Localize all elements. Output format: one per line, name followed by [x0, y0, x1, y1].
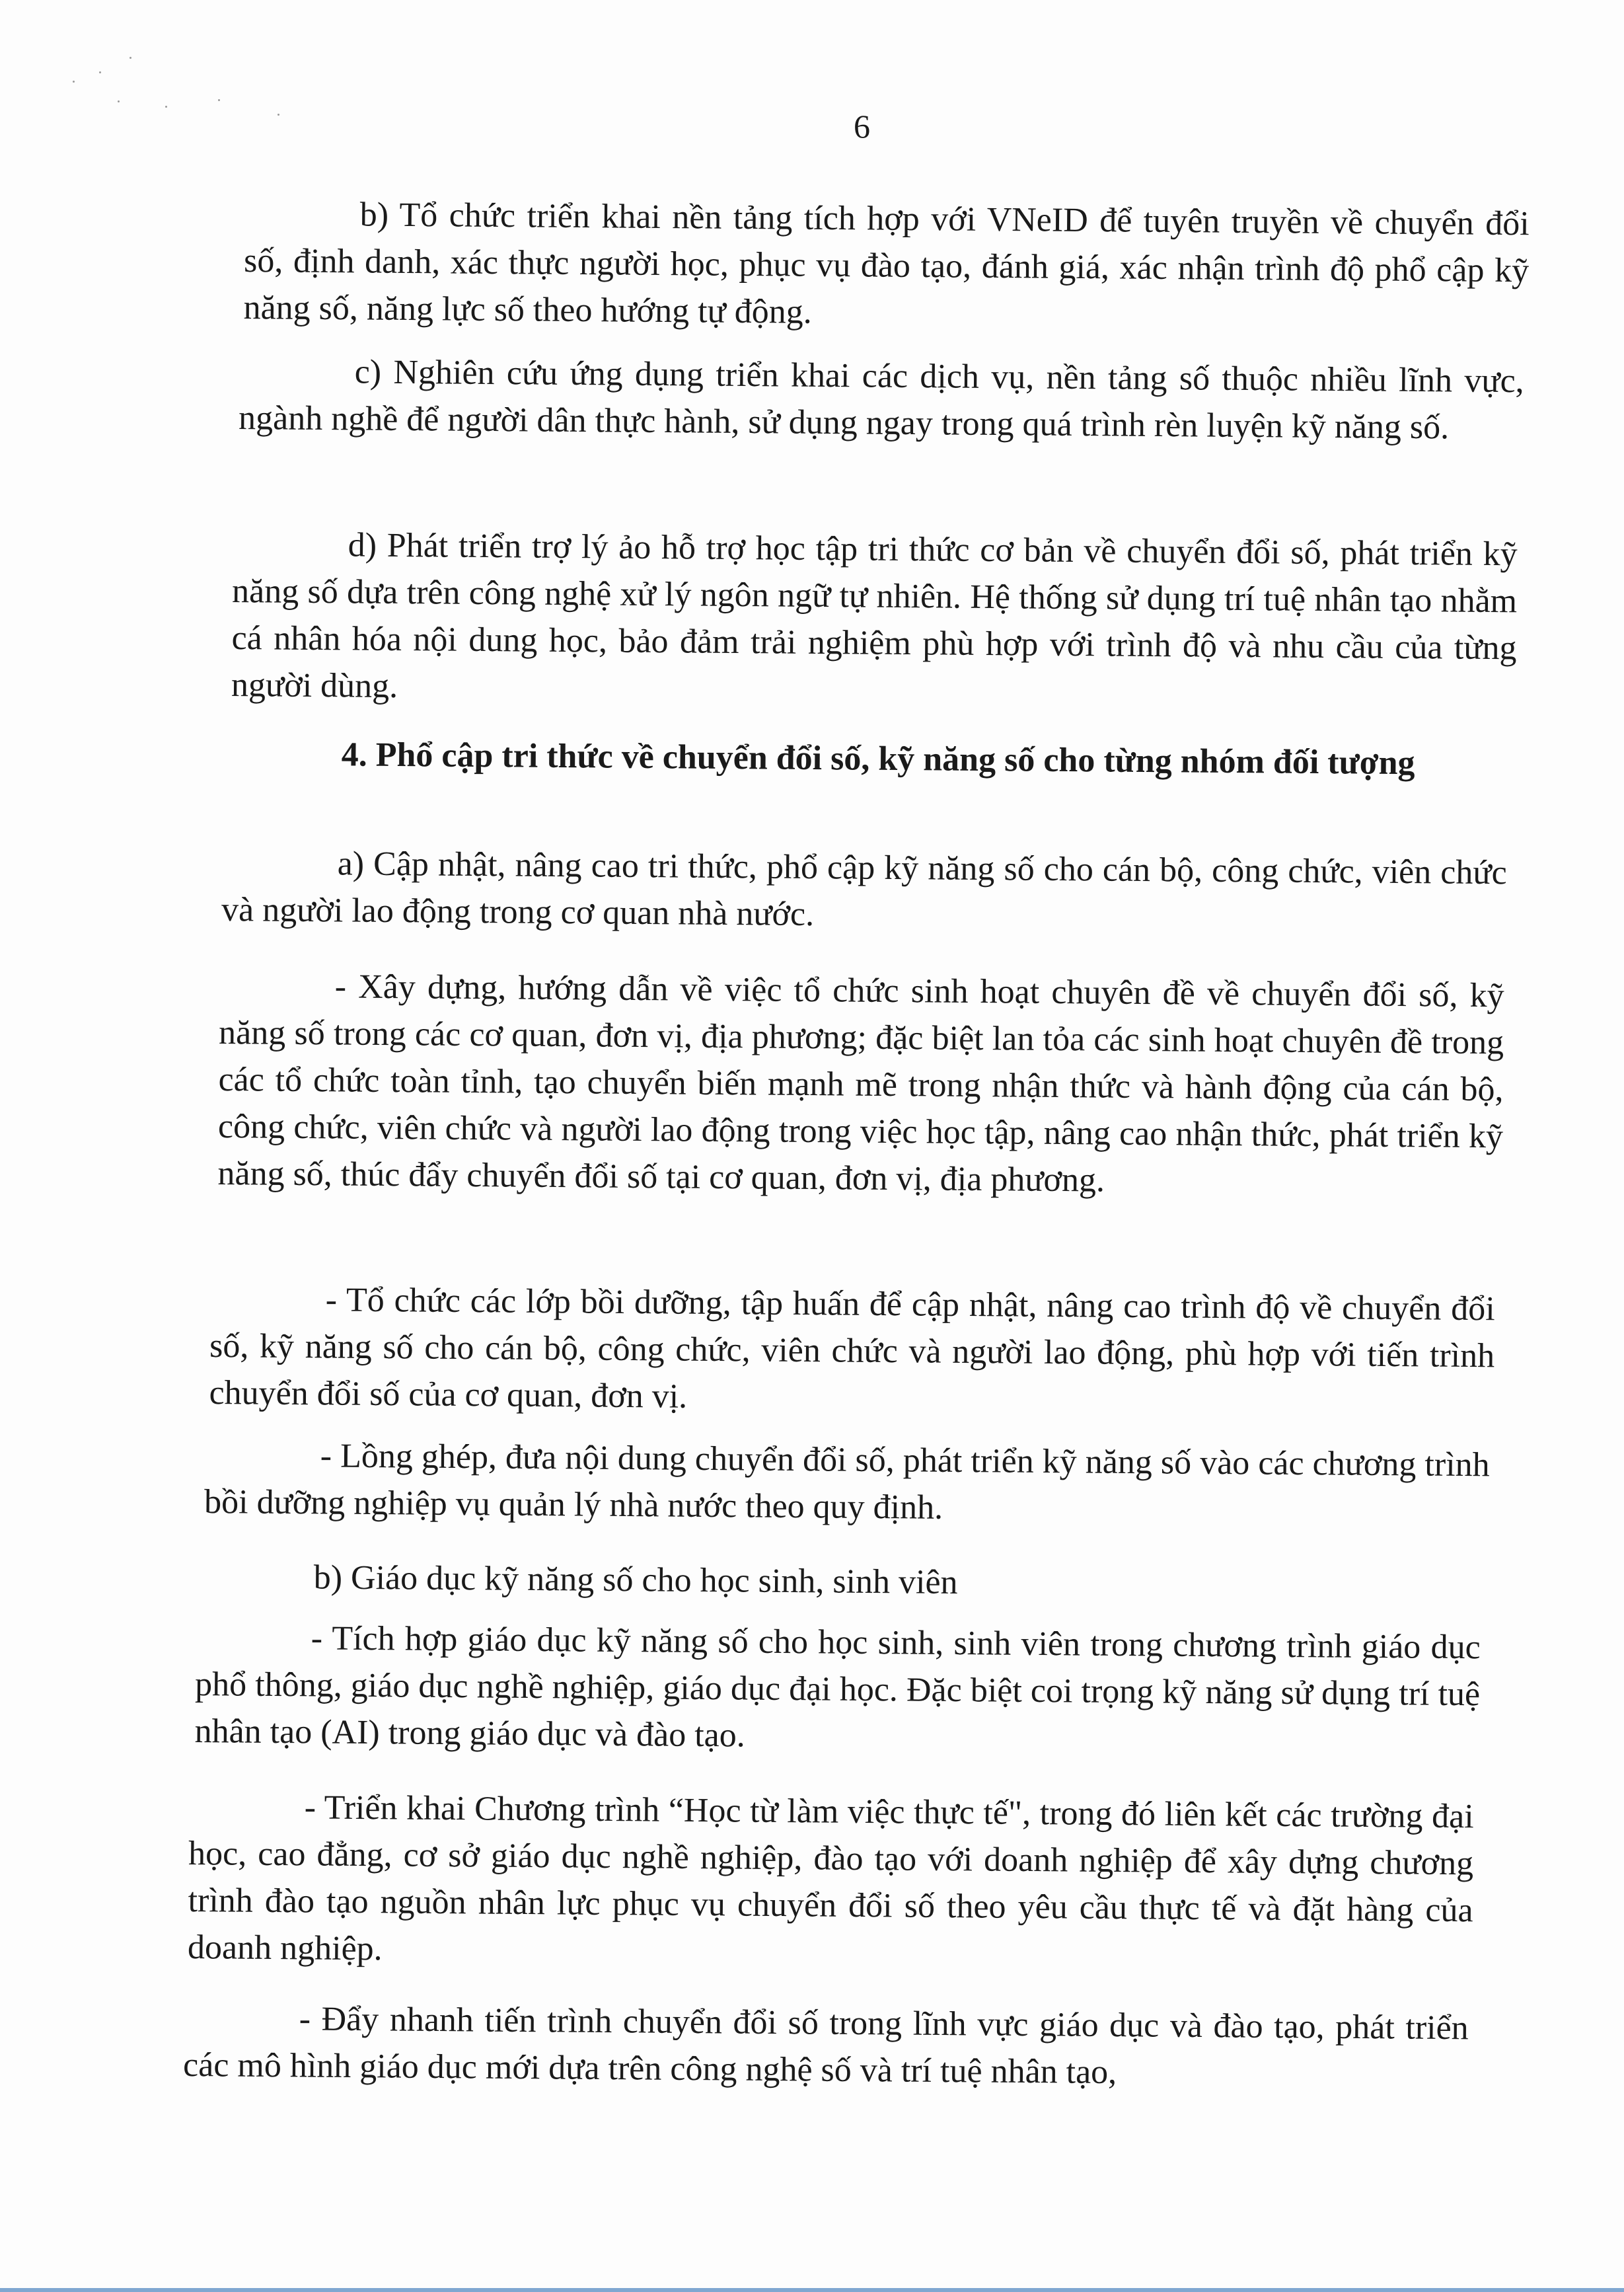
bullet-hoc-tu-lam-viec-thuc-te: - Triển khai Chương trình “Học từ làm việc thực tế", trong đó liên kết các trường đại học, cao đẳng, cơ sở giáo dục nghề nghiệp, đào tạo với doanh nghiệp để xây dựng chương trình đào tạo nguồn nhân lực phục vụ chuyển đổi số theo yêu cầu thực tế và đặt hàng của doanh nghiệp.: [187, 1788, 1474, 1968]
scan-speck: [218, 99, 220, 101]
scan-bottom-edge: [0, 2288, 1624, 2292]
paragraph-b-nen-tang-vneid: b) Tổ chức triển khai nền tảng tích hợp với VNeID để tuyên truyền về chuyển đổi số, định danh, xác thực người học, phục vụ đào tạo, đánh giá, xác nhận trình độ phổ cập kỹ năng số, năng lực số theo hướng tự động.: [243, 196, 1530, 331]
paragraph-b-hoc-sinh-sinh-vien: b) Giáo dục kỹ năng số cho học sinh, sinh viên: [313, 1558, 958, 1602]
bullet-tich-hop-giao-duc: - Tích hợp giáo dục kỹ năng số cho học sinh, sinh viên trong chương trình giáo dục phổ thông, giáo dục nghề nghiệp, giáo dục đại học. Đặc biệt coi trọng kỹ năng sử dụng trí tuệ nhân tạo (AI) trong giáo dục và đào tạo.: [194, 1619, 1481, 1755]
scan-speck: [277, 114, 279, 116]
bullet-sinh-hoat-chuyen-de: - Xây dựng, hướng dẫn về việc tổ chức sinh hoạt chuyên đề về chuyển đổi số, kỹ năng số trong các cơ quan, đơn vị, địa phương; đặc biệt lan tỏa các sinh hoạt chuyên đề trong các tổ chức toàn tỉnh, tạo chuyển biến mạnh mẽ trong nhận thức và hành động của cán bộ, công chức, viên chức và người lao động trong việc học tập, nâng cao nhận thức, phát triển kỹ năng số, thúc đẩy chuyển đổi số tại cơ quan, đơn vị, địa phương.: [217, 968, 1504, 1200]
bullet-lop-boi-duong: - Tổ chức các lớp bồi dưỡng, tập huấn để cập nhật, nâng cao trình độ về chuyển đổi số, kỹ năng số cho cán bộ, công chức, viên chức và người lao động, phù hợp với tiến trình chuyển đổi số của cơ quan, đơn vị.: [209, 1281, 1495, 1416]
scan-speck: [129, 57, 131, 59]
paragraph-a-can-bo-cong-chuc: a) Cập nhật, nâng cao tri thức, phổ cập kỹ năng số cho cán bộ, công chức, viên chức và người lao động trong cơ quan nhà nước.: [221, 845, 1507, 934]
scan-speck: [73, 81, 75, 83]
paragraph-c-dich-vu-nen-tang-so: c) Nghiên cứu ứng dụng triển khai các dịch vụ, nền tảng số thuộc nhiều lĩnh vực, ngành nghề để người dân thực hành, sử dụng ngay trong quá trình rèn luyện kỹ năng số.: [238, 353, 1524, 447]
bullet-day-nhanh-chuyen-doi-so: - Đẩy nhanh tiến trình chuyển đổi số trong lĩnh vực giáo dục và đào tạo, phát triển các mô hình giáo dục mới dựa trên công nghệ số và trí tuệ nhân tạo,: [182, 2000, 1469, 2092]
page-number: 6: [854, 108, 870, 145]
bullet-long-ghep-noi-dung: - Lồng ghép, đưa nội dung chuyển đổi số, phát triển kỹ năng số vào các chương trình bồi dưỡng nghiệp vụ quản lý nhà nước theo quy định.: [203, 1437, 1490, 1527]
section-4-heading: 4. Phổ cập tri thức về chuyển đổi số, kỹ năng số cho từng nhóm đối tượng: [341, 736, 1415, 783]
paragraph-d-tro-ly-ao: d) Phát triển trợ lý ảo hỗ trợ học tập tri thức cơ bản về chuyển đổi số, phát triển kỹ năng số dựa trên công nghệ xử lý ngôn ngữ tự nhiên. Hệ thống sử dụng trí tuệ nhân tạo nhằm cá nhân hóa nội dung học, bảo đảm trải nghiệm phù hợp với trình độ và nhu cầu của từng người dùng.: [231, 526, 1518, 705]
scan-speck: [165, 106, 167, 108]
scan-speck: [118, 100, 120, 102]
scan-speck: [99, 71, 101, 73]
